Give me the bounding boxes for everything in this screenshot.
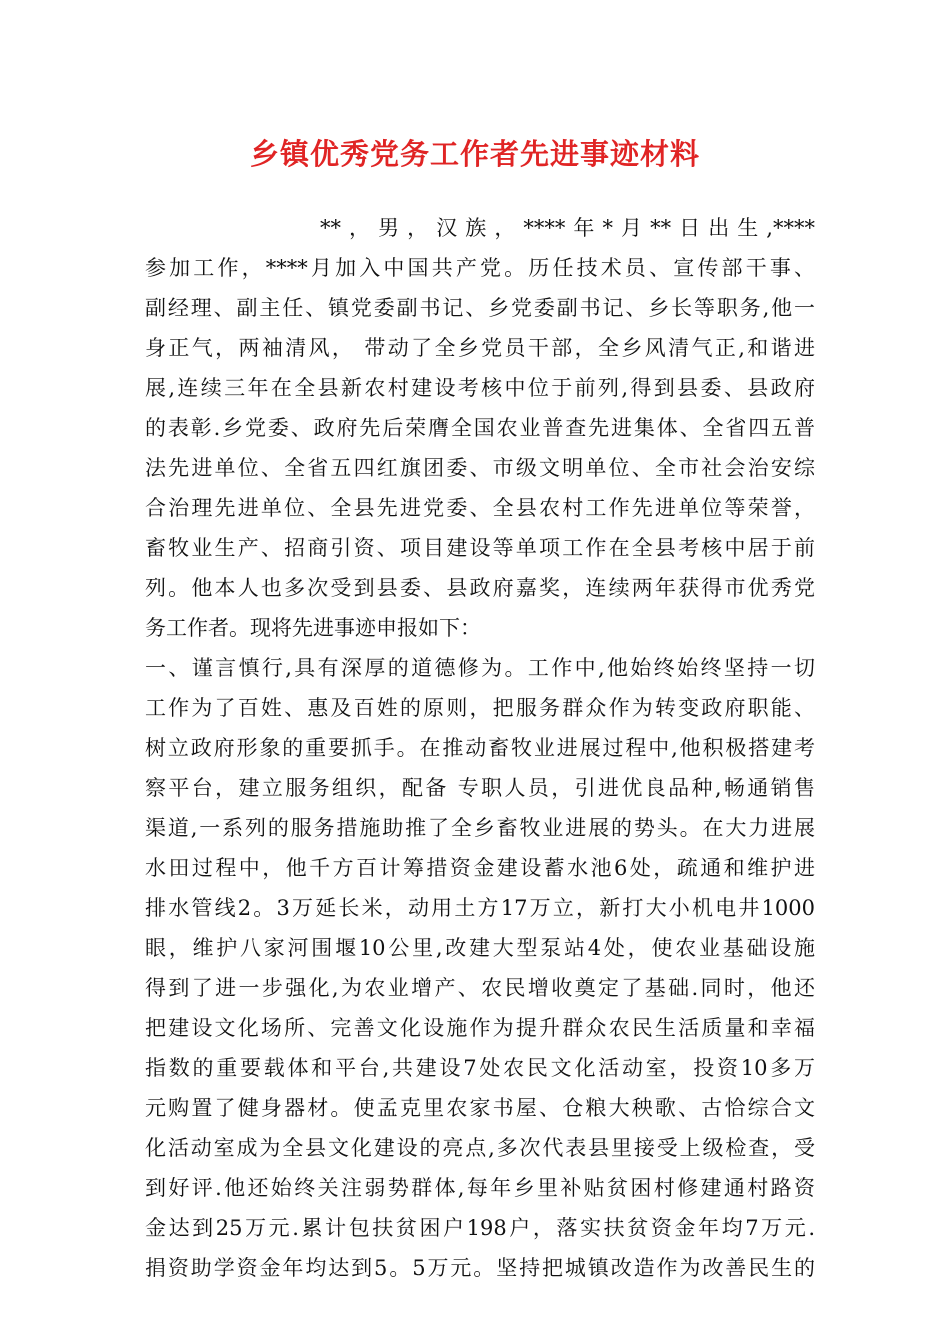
text-line: 的表彰.乡党委、政府先后荣膺全国农业普查先进集体、全省四五普 (145, 416, 815, 440)
text-line: 元购置了健身器材。使孟克里农家书屋、仓粮大秧歌、古恰综合文 (145, 1096, 815, 1120)
text-line: 把建设文化场所、完善文化设施作为提升群众农民生活质量和幸福 (145, 1016, 815, 1040)
text-line: 得到了进一步强化,为农业增产、农民增收奠定了基础.同时，他还 (145, 976, 815, 1000)
text-line: 树立政府形象的重要抓手。在推动畜牧业进展过程中,他积极搭建考 (145, 736, 815, 760)
text-line: 到好评.他还始终关注弱势群体,每年乡里补贴贫困村修建通村路资 (145, 1176, 815, 1200)
text-line: 水田过程中，他千方百计筹措资金建设蓄水池6处，疏通和维护进 (145, 856, 815, 880)
text-line: 列。他本人也多次受到县委、县政府嘉奖，连续两年获得市优秀党 (145, 576, 815, 600)
text-line: 参加工作，****月加入中国共产党。历任技术员、宣传部干事、 (145, 256, 815, 280)
text-line: 合治理先进单位、全县先进党委、全县农村工作先进单位等荣誉， (145, 496, 815, 520)
text-line: **，男，汉族，****年*月**日出生,**** (320, 216, 815, 240)
text-line: 化活动室成为全县文化建设的亮点,多次代表县里接受上级检查，受 (145, 1136, 815, 1160)
text-line: 务工作者。现将先进事迹申报如下： (145, 616, 481, 640)
text-line: 身正气，两袖清风， 带动了全乡党员干部，全乡风清气正,和谐进 (145, 336, 815, 360)
text-line: 排水管线2。3万延长米，动用土方17万立，新打大小机电井1000 (145, 896, 815, 920)
text-line: 一、谨言慎行,具有深厚的道德修为。工作中,他始终始终坚持一切 (145, 656, 815, 680)
text-line: 眼，维护八家河围堰10公里,改建大型泵站4处，使农业基础设施 (145, 936, 815, 960)
document-title: 乡镇优秀党务工作者先进事迹材料 (249, 137, 700, 171)
text-line: 展,连续三年在全县新农村建设考核中位于前列,得到县委、县政府 (145, 376, 815, 400)
text-line: 察平台，建立服务组织，配备 专职人员，引进优良品种,畅通销售 (145, 776, 815, 800)
text-line: 法先进单位、全省五四红旗团委、市级文明单位、全市社会治安综 (145, 456, 815, 480)
text-line: 工作为了百姓、惠及百姓的原则，把服务群众作为转变政府职能、 (145, 696, 815, 720)
document-body (145, 208, 815, 1288)
text-line: 渠道,一系列的服务措施助推了全乡畜牧业进展的势头。在大力进展 (145, 816, 815, 840)
text-line: 副经理、副主任、镇党委副书记、乡党委副书记、乡长等职务,他一 (145, 296, 815, 320)
text-line: 畜牧业生产、招商引资、项目建设等单项工作在全县考核中居于前 (145, 536, 815, 560)
text-line: 捐资助学资金年均达到5。5万元。坚持把城镇改造作为改善民生的 (145, 1256, 815, 1280)
text-line: 金达到25万元.累计包扶贫困户198户，落实扶贫资金年均7万元. (145, 1216, 815, 1240)
text-line: 指数的重要载体和平台,共建设7处农民文化活动室，投资10多万 (145, 1056, 815, 1080)
